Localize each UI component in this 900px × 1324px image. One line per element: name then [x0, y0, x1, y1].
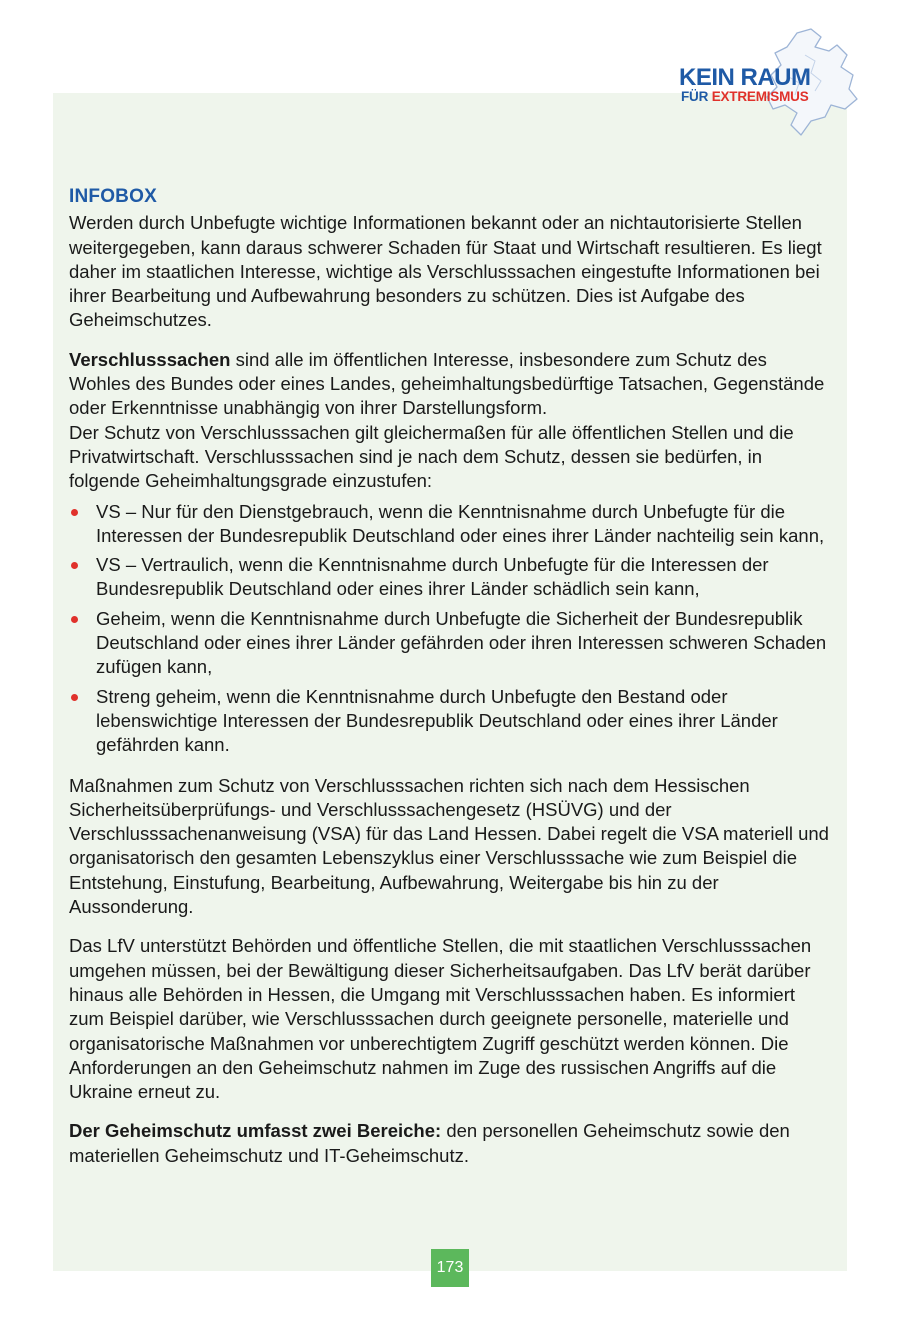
classification-list: [69, 500, 829, 758]
logo-title: KEIN RAUM: [679, 64, 811, 91]
kein-raum-logo: [665, 25, 865, 140]
list-item: [69, 685, 829, 758]
page-number: 173: [431, 1249, 469, 1287]
logo-subtitle: [681, 89, 809, 104]
infobox-content: [69, 185, 829, 1183]
list-item-text: Geheim, wenn die Kenntnisnahme durch Unbefugte die Sicherheit der Bundesrepublik Deutschland oder eines ihrer Länder gefährden oder ihren Interessen schweren Schaden zufügen kann,: [96, 607, 827, 678]
list-item-text: VS – Nur für den Dienstgebrauch, wenn die Kenntnisnahme durch Unbefugte für die Interessen der Bundesrepublik Deutschland oder eines ihrer Länder nachteilig sein kann,: [96, 500, 825, 546]
list-item: [69, 553, 829, 602]
protection-text: Der Schutz von Verschlusssachen gilt gleichermaßen für alle öffentlichen Stellen und die Privatwirtschaft. Verschlusssachen sind je nach dem Schutz, dessen sie bedürfen, in folgende Geheimhaltungsgrade einzustufen:: [69, 421, 794, 492]
list-item: [69, 607, 829, 680]
list-item-text: VS – Vertraulich, wenn die Kenntnisnahme durch Unbefugte für die Interessen der Bundesrepublik Deutschland oder eines ihrer Länder schädlich sein kann,: [96, 554, 769, 600]
bullet-dot-icon: [71, 509, 78, 516]
lfv-paragraph: Das LfV unterstützt Behörden und öffentliche Stellen, die mit staatlichen Verschlusssachen umgehen müssen, bei der Bewältigung dieser Sicherheitsaufgaben. Das LfV berät darüber hinaus alle Behörden in Hessen, die Umgang mit Verschlusssachen haben. Es informiert zum Beispiel darüber, wie Verschlusssachen durch geeignete personelle, materielle und organisatorische Maßnahmen vor unberechtigtem Zugriff geschützt werden können. Die Anforderungen an den Geheimschutz nahmen im Zuge des russischen Angriffs auf die Ukraine erneut zu.: [69, 935, 812, 1103]
definition-paragraph: [69, 348, 829, 494]
list-item-text: Streng geheim, wenn die Kenntnisnahme durch Unbefugte den Bestand oder lebenswichtige Interessen der Bundesrepublik Deutschland oder eines ihrer Länder gefährden kann.: [96, 685, 778, 756]
areas-paragraph: [69, 1119, 829, 1168]
measures-paragraph: Maßnahmen zum Schutz von Verschlusssachen richten sich nach dem Hessischen Sicherheitsüberprüfungs- und Verschlusssachengesetz (HSÜVG) und der Verschlusssachenanweisung (VSA) für das Land Hessen. Dabei regelt die VSA materiell und organisatorisch den gesamten Lebenszyklus einer Verschlusssache wie zum Beispiel die Entstehung, Einstufung, Bearbeitung, Aufbewahrung, Weitergabe bis hin zu der Aussonderung.: [69, 774, 829, 918]
definition-term: Verschlusssachen: [69, 348, 231, 370]
intro-paragraph: Werden durch Unbefugte wichtige Informationen bekannt oder an nichtautorisierte Stellen weitergegeben, kann daraus schwerer Schaden für Staat und Wirtschaft resultieren. Es liegt daher im staatlichen Interesse, wichtige als Verschlusssachen eingestufte Informationen bei ihrer Bearbeitung und Aufbewahrung besonders zu schützen. Dies ist Aufgabe des Geheimschutzes.: [69, 212, 822, 331]
bullet-dot-icon: [71, 616, 78, 623]
areas-lead: Der Geheimschutz umfasst zwei Bereiche:: [69, 1120, 442, 1142]
bullet-dot-icon: [71, 562, 78, 569]
logo-subtitle-fuer: FÜR: [681, 89, 712, 104]
definition-text: sind alle im öffentlichen Interesse, insbesondere zum Schutz des Wohles des Bundes oder eines Landes, geheimhaltungsbedürftige Tatsachen, Gegenstände oder Erkenntnisse unabhängig von ihrer Darstellungsform.: [69, 348, 825, 419]
bullet-dot-icon: [71, 694, 78, 701]
logo-subtitle-extremismus: EXTREMISMUS: [711, 89, 809, 104]
areas-text: den personellen Geheimschutz sowie den materiellen Geheimschutz und IT-Geheimschutz.: [69, 1120, 790, 1166]
infobox-heading: INFOBOX: [69, 186, 157, 207]
list-item: [69, 500, 829, 549]
